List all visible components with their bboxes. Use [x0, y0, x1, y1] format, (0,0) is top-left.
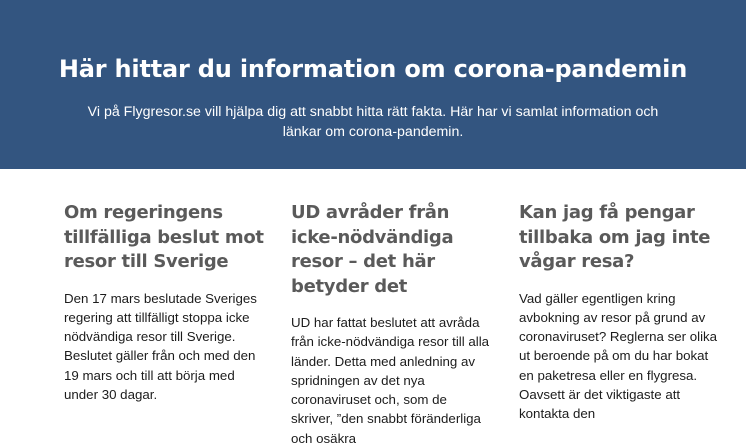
hero-subtitle: Vi på Flygresor.se vill hjälpa dig att snabbt hitta rätt fakta. Här har vi samlat information och länkar om corona-pandemin.: [87, 104, 659, 140]
article-card-government-decision[interactable]: [64, 201, 264, 404]
article-heading[interactable]: Kan jag få pengar tillbaka om jag inte vågar resa?: [519, 202, 711, 272]
article-heading[interactable]: Om regeringens tillfälliga beslut mot resor till Sverige: [64, 202, 264, 272]
article-card-ud-advice[interactable]: [291, 201, 491, 448]
article-excerpt: Den 17 mars beslutade Sveriges regering att tillfälligt stoppa icke nödvändiga resor till Sverige. Beslutet gäller från och med den 19 mars och till att börja med under 30 dagar.: [64, 290, 257, 402]
hero-banner: [0, 0, 746, 169]
article-card-refund[interactable]: [519, 201, 719, 424]
page-title: Här hittar du information om corona-pandemin: [58, 55, 688, 83]
article-heading[interactable]: UD avråder från icke-nödvändiga resor – det här betyder det: [291, 202, 454, 297]
article-excerpt: Vad gäller egentligen kring avbokning av resor på grund av coronaviruset? Reglerna ser olika ut beroende på om du har bokat en paketresa eller en flygresa. Oavsett är det viktigaste att kontakta den: [519, 290, 718, 422]
article-excerpt: UD har fattat beslutet att avråda från icke-nödvändiga resor till alla länder. Detta med anledning av spridningen av det nya coronaviruset och, som de skriver, ”den snabbt föränderliga och osäkra: [291, 315, 490, 446]
